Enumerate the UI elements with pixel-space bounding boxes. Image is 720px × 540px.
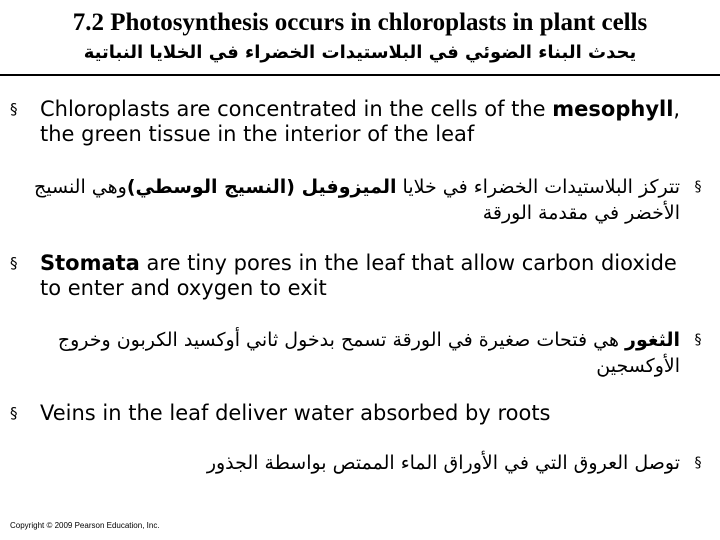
slide-title-arabic: يحدث البناء الضوئي في البلاستيدات الخضراء في الخلايا النباتية: [83, 42, 637, 63]
title-divider: [0, 74, 720, 76]
bullet-icon: §: [694, 179, 702, 195]
bullet-text: تتركز البلاستيدات الخضراء في خلايا الميزوفيل (النسيج الوسطي)وهي النسيج الأخضر في مقدمة الورقة: [34, 176, 680, 224]
bullet-item-chloroplasts: [10, 97, 700, 147]
bullet-icon: §: [694, 455, 702, 471]
bullet-item-stomata: [10, 251, 700, 301]
bullet-text: Stomata are tiny pores in the leaf that allow carbon dioxide to enter and oxygen to exit: [40, 251, 677, 300]
copyright-footer: Copyright © 2009 Pearson Education, Inc.: [10, 521, 160, 530]
bullet-icon: §: [10, 100, 18, 118]
bullet-icon: §: [10, 404, 18, 422]
bullet-text: Chloroplasts are concentrated in the cells of the mesophyll, the green tissue in the interior of the leaf: [40, 97, 681, 146]
bullet-icon: §: [10, 254, 18, 272]
bullet-item-chloroplasts-arabic: [18, 174, 708, 226]
bullet-text: Veins in the leaf deliver water absorbed by roots: [40, 401, 551, 425]
bullet-item-stomata-arabic: [18, 327, 708, 379]
slide-title: 7.2 Photosynthesis occurs in chloroplasts in plant cells: [72, 9, 648, 36]
bullet-text: الثغور هي فتحات صغيرة في الورقة تسمح بدخول ثاني أوكسيد الكربون وخروج الأوكسجين: [57, 329, 680, 377]
bullet-item-veins: [10, 401, 700, 426]
bullet-text: توصل العروق التي في الأوراق الماء الممتص بواسطة الجذور: [206, 452, 680, 474]
bullet-item-veins-arabic: [18, 450, 708, 476]
bullet-icon: §: [694, 332, 702, 348]
